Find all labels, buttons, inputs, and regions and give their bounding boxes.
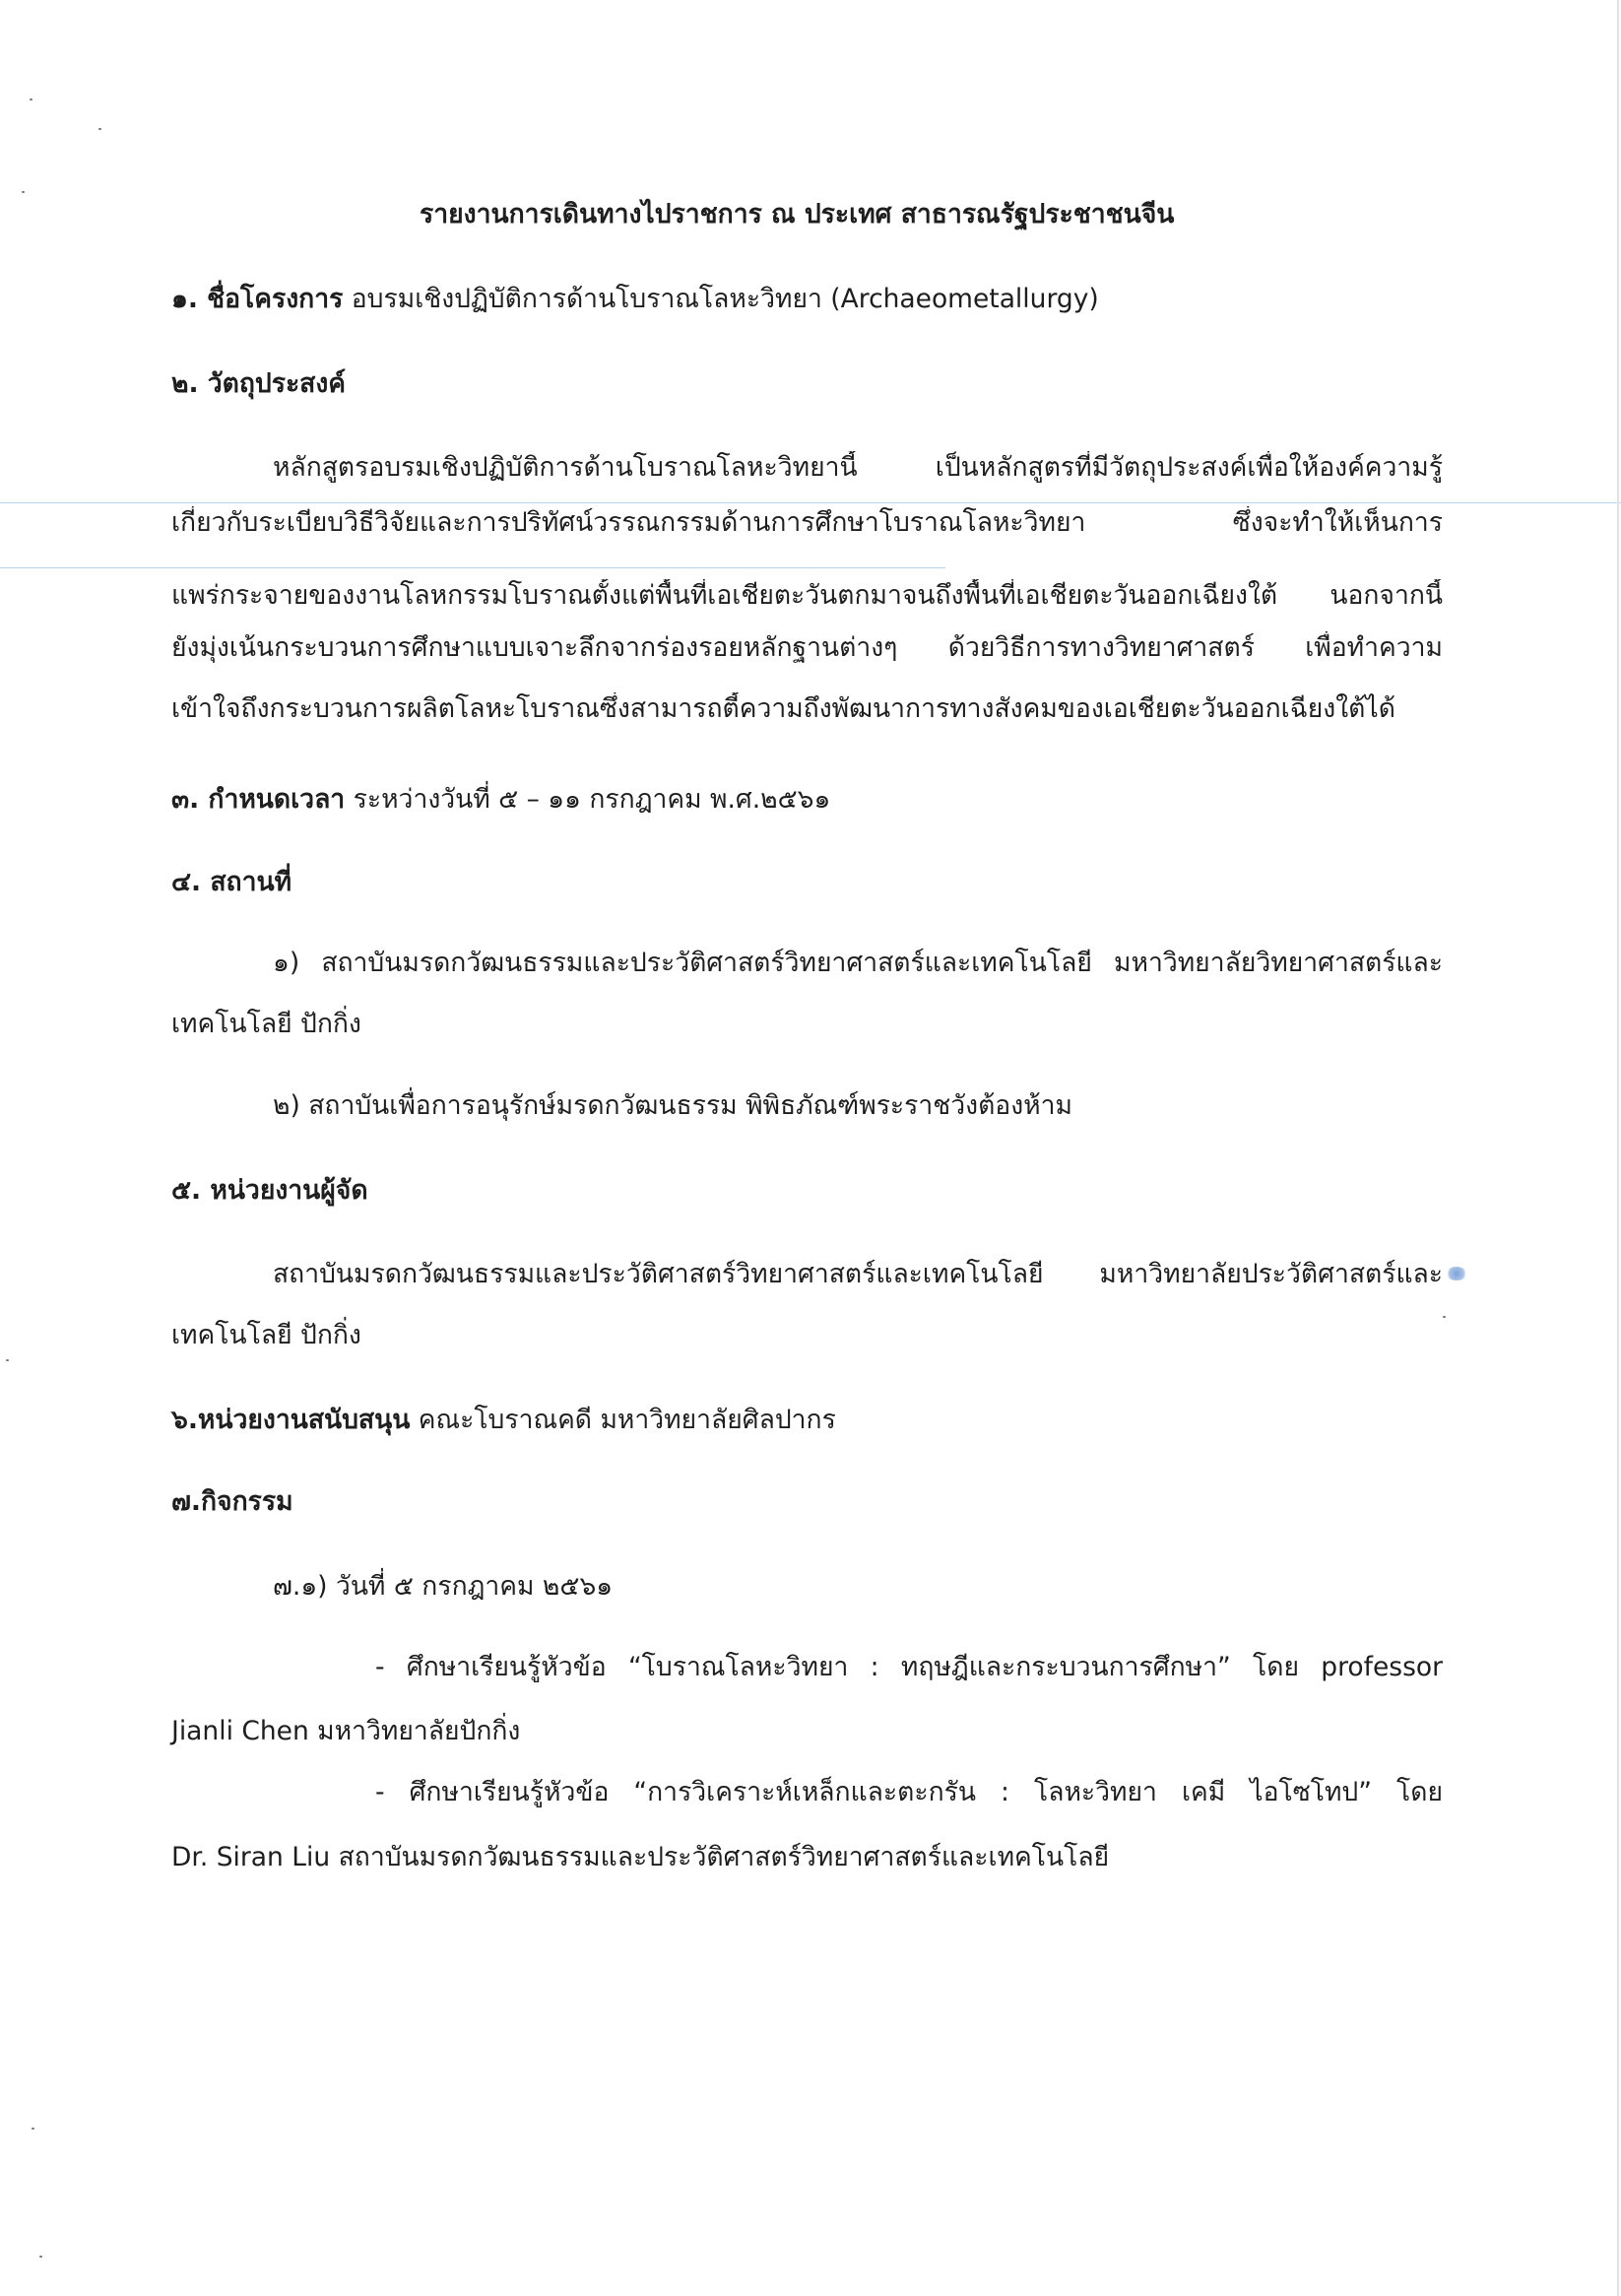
section-2-line: เข้าใจถึงกระบวนการผลิตโลหะโบราณซึ่งสามารถตี้ความถึงพัฒนาการทางสังคมของเอเชียตะวันออกเฉียงใต้ได้ (171, 693, 1395, 724)
section-1-text: อบรมเชิงปฏิบัติการด้านโบราณโลหะวิทยา (Archaeometallurgy) (351, 284, 1099, 314)
section-7-activity-1-cont: Jianli Chen มหาวิทยาลัยปักกิ่ง (171, 1716, 521, 1746)
scan-speck (1443, 1316, 1446, 1318)
section-2-line: เกี่ยวกับระเบียบวิธีวิจัยและการปริทัศน์วรรณกรรมด้านการศึกษาโบราณโลหะวิทยา ซึ่งจะทำให้เห็นการ (171, 507, 1443, 538)
section-6-text: คณะโบราณคดี มหาวิทยาลัยศิลปากร (418, 1405, 836, 1435)
scan-line (0, 502, 1621, 503)
section-7-activity-2-cont: Dr. Siran Liu สถาบันมรดกวัฒนธรรมและประวัติศาสตร์วิทยาศาสตร์และเทคโนโลยี (171, 1842, 1110, 1872)
section-5-heading: ๕. หน่วยงานผู้จัด (171, 1175, 368, 1206)
section-7-activity-2: - ศึกษาเรียนรู้หัวข้อ “การวิเคราะห์เหล็กและตะกรัน : โลหะวิทยา เคมี ไอโซโทป” โดย (375, 1777, 1443, 1807)
page-title: รายงานการเดินทางไปราชการ ณ ประเทศ สาธารณรัฐประชาชนจีน (420, 199, 1175, 230)
section-1-heading: ๑. ชื่อโครงการ (171, 284, 344, 314)
section-5-line-2: เทคโนโลยี ปักกิ่ง (171, 1320, 361, 1350)
scan-line (0, 567, 945, 568)
section-7-activity-1: - ศึกษาเรียนรู้หัวข้อ “โบราณโลหะวิทยา : ทฤษฎีและกระบวนการศึกษา” โดย professor (375, 1652, 1443, 1682)
section-2-line: หลักสูตรอบรมเชิงปฏิบัติการด้านโบราณโลหะวิทยานี้ เป็นหลักสูตรที่มีวัตถุประสงค์เพื่อให้องค์ความรู้ (273, 452, 1443, 483)
section-6-heading: ๖.หน่วยงานสนับสนุน (171, 1405, 411, 1435)
section-5-line-1: สถาบันมรดกวัฒนธรรมและประวัติศาสตร์วิทยาศาสตร์และเทคโนโลยี มหาวิทยาลัยประวัติศาสตร์และ (273, 1259, 1443, 1289)
section-6 (171, 1404, 836, 1437)
section-2-line: ยังมุ่งเน้นกระบวนการศึกษาแบบเจาะลึกจากร่องรอยหลักฐานต่างๆ ด้วยวิธีการทางวิทยาศาสตร์ เพื่อทำความ (171, 632, 1443, 663)
section-4-heading: ๔. สถานที่ (171, 867, 292, 897)
section-3 (171, 783, 830, 817)
scan-speck (32, 2128, 34, 2130)
section-1 (171, 283, 1099, 316)
scan-speck (98, 128, 101, 130)
scan-speck (39, 2256, 42, 2258)
scan-edge (1617, 0, 1619, 2296)
section-2-line: แพร่กระจายของงานโลหกรรมโบราณตั้งแต่พื้นที่เอเชียตะวันตกมาจนถึงพื้นที่เอเชียตะวันออกเฉียงใต้ นอกจากนี้ (171, 580, 1443, 611)
section-2-heading: ๒. วัตถุประสงค์ (171, 368, 347, 399)
section-3-heading: ๓. กำหนดเวลา (171, 784, 346, 815)
section-3-text: ระหว่างวันที่ ๕ – ๑๑ กรกฎาคม พ.ศ.๒๕๖๑ (353, 784, 831, 815)
section-7-heading: ๗.กิจกรรม (171, 1486, 293, 1517)
scan-speck (22, 191, 25, 193)
section-7-day-1: ๗.๑) วันที่ ๕ กรกฎาคม ๒๕๖๑ (273, 1571, 614, 1602)
scan-speck (30, 98, 32, 100)
section-4-item-2: ๒) สถาบันเพื่อการอนุรักษ์มรดกวัฒนธรรม พิพิธภัณฑ์พระราชวังต้องห้าม (273, 1090, 1072, 1121)
section-4-item-1-cont: เทคโนโลยี ปักกิ่ง (171, 1009, 361, 1039)
scan-speck (6, 1359, 9, 1361)
ink-blot (1446, 1267, 1467, 1280)
section-4-item-1: ๑) สถาบันมรดกวัฒนธรรมและประวัติศาสตร์วิทยาศาสตร์และเทคโนโลยี มหาวิทยาลัยวิทยาศาสตร์และ (273, 948, 1443, 978)
